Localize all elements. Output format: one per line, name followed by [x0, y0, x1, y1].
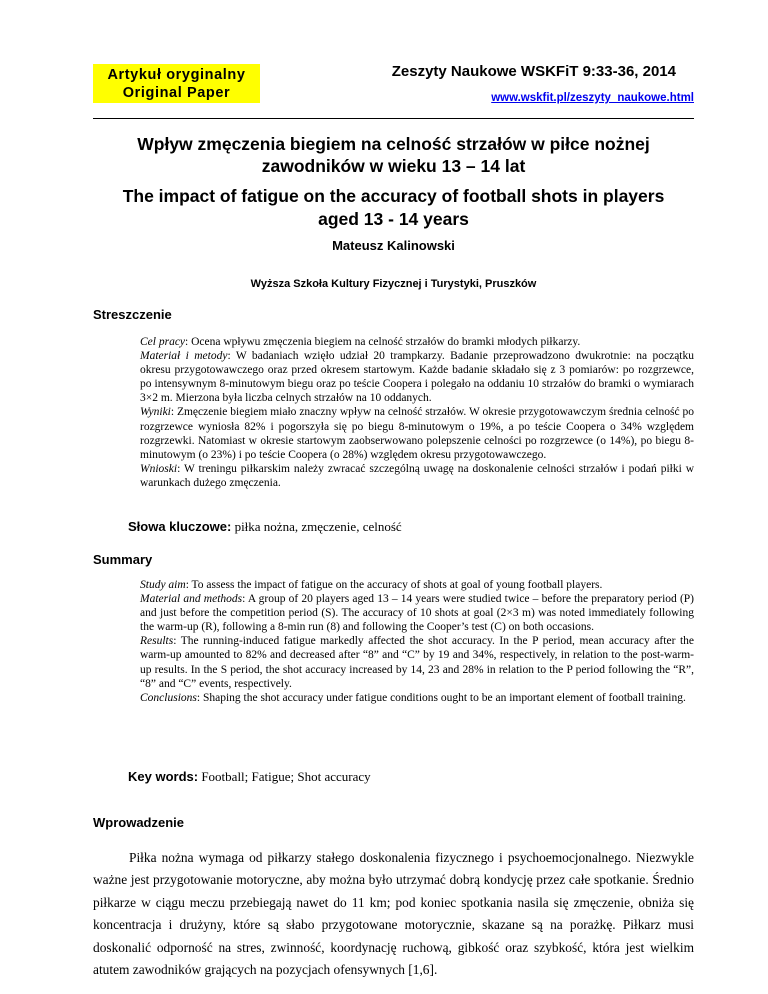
keywords-english [128, 769, 371, 785]
streszczenie-heading: Streszczenie [93, 307, 172, 322]
intro-heading: Wprowadzenie [93, 815, 185, 830]
abstract-en-methods [140, 592, 694, 634]
summary-body [140, 578, 694, 705]
abstract-en-aim-text: : To assess the impact of fatigue on the accuracy of shots at goal of young football players. [185, 579, 603, 591]
abstract-pl-aim-text: : Ocena wpływu zmęczenia biegiem na celność strzałów do bramki młodych piłkarzy. [185, 336, 581, 348]
abstract-pl-methods [140, 349, 694, 405]
abstract-en-results-label: Results [140, 635, 174, 648]
keywords-polish [128, 519, 402, 535]
abstract-en-conclusions-text: : Shaping the shot accuracy under fatigue conditions ought to be an important element of football training. [196, 691, 686, 704]
title-polish-line2: zawodników w wieku 13 – 14 lat [261, 156, 526, 176]
intro-paragraph: Piłka nożna wymaga od piłkarzy stałego doskonalenia fizycznego i psychoemocjonalnego. Niezwykle ważne jest przygotowanie motoryczne, aby można było utrzymać dobrą kondycję przez całe spotkanie. Średnio piłkarze w ciągu meczu przebiegają nawet do 11 km; pod koniec spotkania nasila się zmęczenie, obniża się koncentracja i drużyny, które są słabo przygotowane motorycznie, skazane są na porażkę. Piłkarz musi doskonalić odporność na stres, zwinność, koordynację ruchową, gibkość oraz szybkość, która jest wielkim atutem zawodników grających na pozycjach ofensywnych [1,6]. [93, 850, 694, 978]
abstract-pl-results-text: : Zmęczenie biegiem miało znaczny wpływ na celność strzałów. W okresie przygotowawczym średnia celność po rozgrzewce wyniosła 82% i pogorszyła się po biegu 8-minutowym o 19%, a po teście Coopera o 34% względem rozgrzewki. Natomiast w okresie startowym zaobserwowano polepszenie celności po rozgrzewce (o 14%), po biegu 8-minutowym (o 23%) i po teście Coopera (o 28%) względem okresu przygotowawczego. [140, 406, 694, 461]
title-polish [93, 133, 694, 177]
badge-line-pl: Artykuł oryginalny [107, 67, 246, 83]
abstract-pl-results [140, 405, 694, 461]
abstract-en-results-text: : The running-induced fatigue markedly affected the shot accuracy. In the P period, mean accuracy after the warm-up amounted to 82% and decreased after “8” and “C” by 19 and 34%, respectively, in relation to the post-warm-up results. In the S period, the shot accuracy increased by 14, 23 and 28% in relation to the P period following the “R”, “8” and “C” events, respectively. [140, 635, 694, 690]
author-name: Mateusz Kalinowski [332, 238, 455, 253]
abstract-en-results [140, 634, 694, 690]
journal-url-link[interactable]: www.wskfit.pl/zeszyty_naukowe.html [491, 92, 694, 104]
journal-citation: Zeszyty Naukowe WSKFiT 9:33-36, 2014 [391, 63, 676, 80]
abstract-en-aim [140, 578, 694, 592]
header-divider [93, 118, 694, 119]
affiliation: Wyższa Szkoła Kultury Fizycznej i Turystyki, Pruszków [250, 278, 537, 290]
streszczenie-body [140, 335, 694, 490]
title-polish-line1: Wpływ zmęczenia biegiem na celność strzałów w piłce nożnej [137, 134, 650, 154]
abstract-en-conclusions-label: Conclusions [140, 691, 197, 704]
summary-heading: Summary [93, 552, 153, 567]
abstract-en-conclusions [140, 691, 694, 705]
abstract-en-methods-label: Material and methods [140, 593, 243, 606]
keywords-english-label: Key words: [128, 769, 199, 784]
abstract-pl-conclusions [140, 462, 694, 490]
abstract-pl-aim-label: Cel pracy [140, 336, 186, 348]
abstract-en-aim-label: Study aim [140, 579, 186, 591]
title-english-line2: aged 13 - 14 years [318, 209, 469, 229]
keywords-polish-text: piłka nożna, zmęczenie, celność [231, 519, 402, 534]
keywords-english-text: Football; Fatigue; Shot accuracy [198, 769, 371, 784]
abstract-pl-methods-text: : W badaniach wzięło udział 20 trampkarzy. Badanie przeprowadzono dwukrotnie: na początku okresu przygotowawczego oraz przed okresem startowym. Każde badanie składało się z 3 pomiarów: po rozgrzewce, po intensywnym 8-minutowym biegu oraz po teście Coopera i polegało na oddaniu 10 strzałów do bramki o wymiarach 3×2 m. Mierzona była liczba celnych strzałów na 10 oddanych. [140, 350, 694, 405]
abstract-en-methods-text: : A group of 20 players aged 13 – 14 years were studied twice – before the preparatory period (P) and just before the competition period (S). The accuracy of 10 shots at goal (2×3 m) was noted immediately following the warm-up (R), following a 8-min run (8) and following the Cooper’s test (C) on both occasions. [140, 593, 695, 634]
abstract-pl-conclusions-text: : W treningu piłkarskim należy zwracać szczególną uwagę na doskonalenie celności strzałów i podań piłki w warunkach dużego zmęczenia. [140, 462, 694, 489]
keywords-polish-label: Słowa kluczowe: [128, 519, 232, 534]
abstract-pl-aim [140, 335, 694, 349]
badge-line-en: Original Paper [122, 85, 231, 101]
abstract-pl-methods-label: Materiał i metody [140, 350, 228, 363]
article-type-badge [93, 64, 260, 103]
abstract-pl-conclusions-label: Wnioski [140, 462, 178, 475]
title-english-line1: The impact of fatigue on the accuracy of football shots in players [122, 186, 665, 206]
title-english [93, 185, 694, 231]
abstract-pl-results-label: Wyniki [140, 406, 171, 419]
